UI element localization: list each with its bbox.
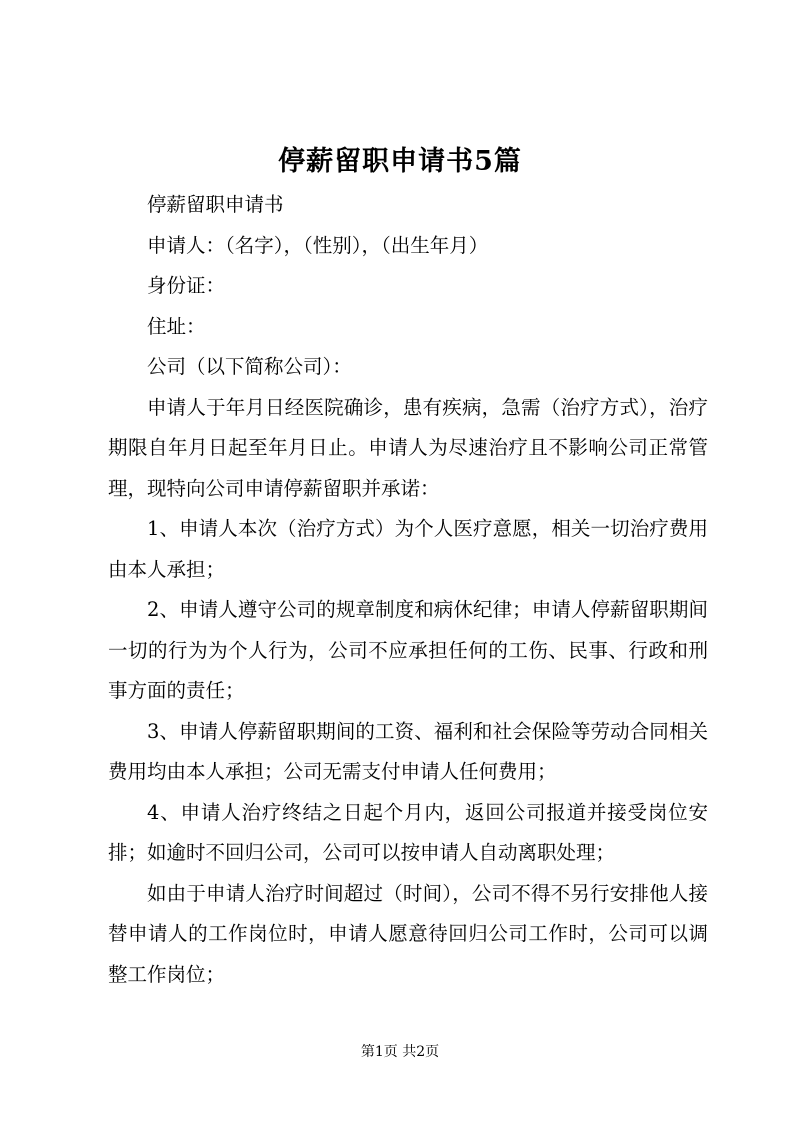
document-title: 停薪留职申请书5篇	[278, 146, 522, 177]
paragraph-address: 住址：	[147, 314, 206, 338]
paragraph-item-3: 3、申请人停薪留职期间的工资、福利和社会保险等劳动合同相关费用均由本人承担；公司无需支付申请人任何费用；	[108, 719, 708, 783]
paragraph-request: 申请人于年月日经医院确诊，患有疾病，急需（治疗方式），治疗期限自年月日起至年月日止。申请人为尽速治疗且不影响公司正常管理，现特向公司申请停薪留职并承诺：	[108, 395, 708, 500]
paragraph-extension: 如由于申请人治疗时间超过（时间），公司不得不另行安排他人接替申请人的工作岗位时，申请人愿意待回归公司工作时，公司可以调整工作岗位；	[108, 881, 708, 986]
paragraph-applicant: 申请人：（名字），（性别），（出生年月）	[147, 233, 489, 257]
paragraph-item-4: 4、申请人治疗终结之日起个月内，返回公司报道并接受岗位安排；如逾时不回归公司，公司可以按申请人自动离职处理；	[108, 800, 708, 864]
paragraph-id-card: 身份证：	[147, 274, 226, 297]
paragraph-heading: 停薪留职申请书	[147, 193, 284, 216]
paragraph-item-1: 1、申请人本次（治疗方式）为个人医疗意愿，相关一切治疗费用由本人承担；	[108, 517, 708, 581]
page-footer: 第1页 共2页	[360, 1044, 440, 1060]
paragraph-company: 公司（以下简称公司）：	[147, 355, 352, 378]
paragraph-item-2: 2、申请人遵守公司的规章制度和病休纪律；申请人停薪留职期间一切的行为为个人行为，公司不应承担任何的工伤、民事、行政和刑事方面的责任；	[108, 598, 708, 702]
document-body	[108, 185, 708, 995]
